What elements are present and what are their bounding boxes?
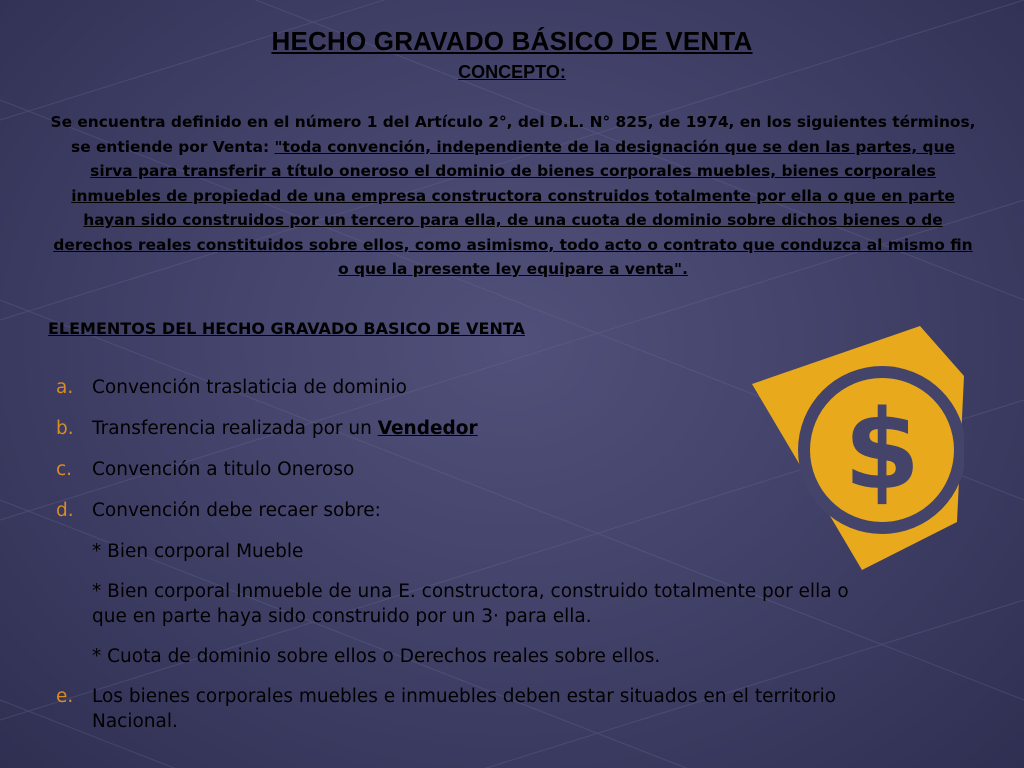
- list-item-letter: d.: [56, 500, 74, 521]
- list-item-letter: b.: [56, 418, 74, 439]
- elements-list: [56, 375, 866, 750]
- list-item: [56, 498, 866, 523]
- list-item-text: Convención debe recaer sobre:: [92, 500, 381, 521]
- sub-item: * Cuota de dominio sobre ellos o Derechos reales sobre ellos.: [92, 646, 661, 667]
- concept-intro: Se encuentra definido en el número 1 del Artículo 2°, del D.L. N° 825, de 1974, en los siguientes términos, se entiende por Venta:: [50, 113, 976, 156]
- sub-item: * Bien corporal Inmueble de una E. constructora, construido totalmente por ella o que en parte haya sido construido por un 3· para ella.: [92, 581, 849, 627]
- section-subtitle: CONCEPTO:: [458, 62, 566, 82]
- list-item-text: Los bienes corporales muebles e inmuebles deben estar situados en el territorio Nacional.: [92, 686, 837, 732]
- list-item-text: Convención a titulo Oneroso: [92, 459, 355, 480]
- elements-heading: ELEMENTOS DEL HECHO GRAVADO BASICO DE VENTA: [48, 319, 525, 338]
- list-item-text: Transferencia realizada por un: [92, 418, 378, 439]
- concept-quote: "toda convención, independiente de la designación que se den las partes, que sirva para transferir a título oneroso el dominio de bienes corporales muebles, bienes corporales inmuebles de propiedad de una empresa constructora construidos totalmente por ella o que en parte hayan sido construidos por un tercero para ella, de una cuota de dominio sobre dichos bienes o de derechos reales constituidos sobre ellos, como asimismo, todo acto o contrato que conduzca al mismo fin o que la presente ley equipare a venta".: [53, 137, 973, 278]
- sub-item: * Bien corporal Mueble: [92, 541, 304, 562]
- list-item: [56, 416, 866, 441]
- list-item-text: Convención traslaticia de dominio: [92, 377, 407, 398]
- concept-paragraph: [50, 110, 976, 282]
- list-item-letter: c.: [56, 459, 73, 480]
- svg-text:$: $: [843, 386, 921, 514]
- list-item: [56, 684, 866, 734]
- list-item: [56, 375, 866, 400]
- list-item-letter: a.: [56, 377, 74, 398]
- list-item-letter: e.: [56, 686, 74, 707]
- vendedor-term: Vendedor: [377, 418, 478, 439]
- page-title: HECHO GRAVADO BÁSICO DE VENTA: [271, 26, 753, 56]
- list-item: [56, 457, 866, 482]
- dollar-coin-icon: [752, 326, 964, 570]
